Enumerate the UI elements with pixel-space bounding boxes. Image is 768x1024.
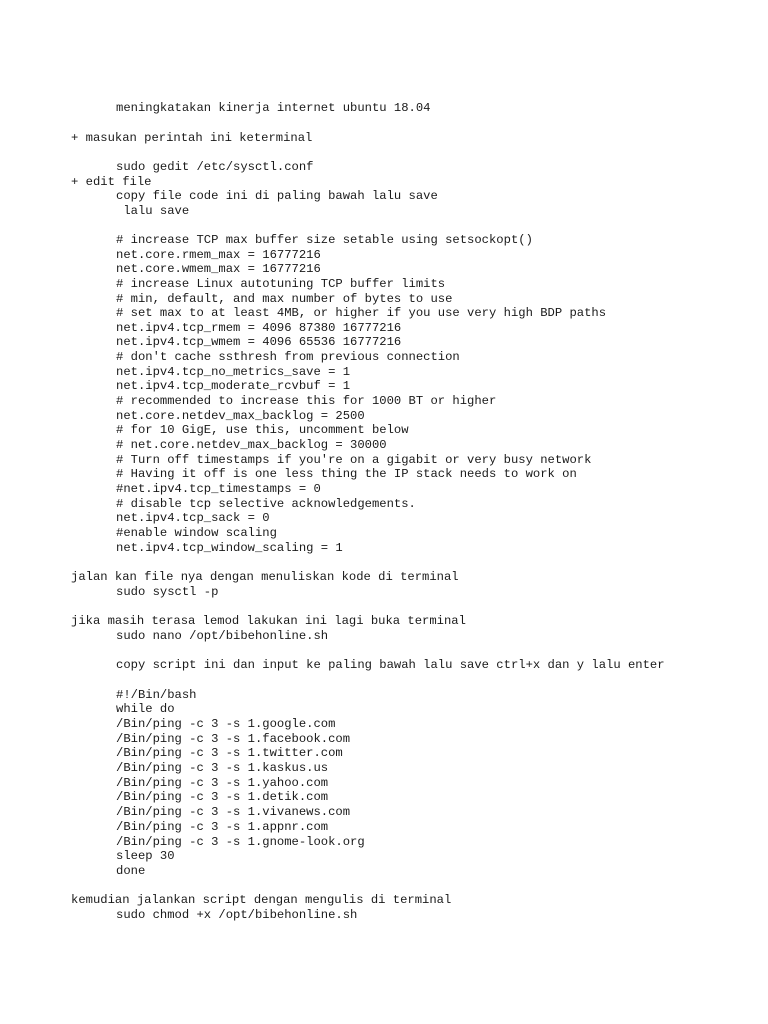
config-line: # increase Linux autotuning TCP buffer limits bbox=[116, 277, 446, 291]
config-line: # min, default, and max number of bytes to use bbox=[116, 292, 453, 306]
script-line: /Bin/ping -c 3 -s 1.vivanews.com bbox=[116, 805, 351, 819]
config-line: net.ipv4.tcp_no_metrics_save = 1 bbox=[116, 365, 351, 379]
config-line: # don't cache ssthresh from previous connection bbox=[116, 350, 460, 364]
config-line: net.core.netdev_max_backlog = 2500 bbox=[116, 409, 365, 423]
script-line: /Bin/ping -c 3 -s 1.twitter.com bbox=[116, 746, 343, 760]
config-line: # net.core.netdev_max_backlog = 30000 bbox=[116, 438, 387, 452]
config-line: # recommended to increase this for 1000 BT or higher bbox=[116, 394, 497, 408]
script-line: /Bin/ping -c 3 -s 1.detik.com bbox=[116, 790, 329, 804]
config-line: # for 10 GigE, use this, uncomment below bbox=[116, 423, 409, 437]
text-line: jika masih terasa lemod lakukan ini lagi buka terminal bbox=[71, 614, 466, 628]
text-line: copy script ini dan input ke paling bawah lalu save ctrl+x dan y lalu enter bbox=[116, 658, 665, 672]
config-line: net.ipv4.tcp_rmem = 4096 87380 16777216 bbox=[116, 321, 402, 335]
text-line: copy file code ini di paling bawah lalu save bbox=[116, 189, 438, 203]
script-line: while do bbox=[116, 702, 175, 716]
config-line: net.ipv4.tcp_sack = 0 bbox=[116, 511, 270, 525]
text-line: lalu save bbox=[116, 204, 190, 218]
config-line: # Turn off timestamps if you're on a gigabit or very busy network bbox=[116, 453, 592, 467]
config-line: net.core.wmem_max = 16777216 bbox=[116, 262, 321, 276]
script-line: /Bin/ping -c 3 -s 1.yahoo.com bbox=[116, 776, 329, 790]
config-line: #net.ipv4.tcp_timestamps = 0 bbox=[116, 482, 321, 496]
script-line: #!/Bin/bash bbox=[116, 688, 197, 702]
text-line: kemudian jalankan script dengan mengulis di terminal bbox=[71, 893, 452, 907]
text-line: jalan kan file nya dengan menuliskan kode di terminal bbox=[71, 570, 459, 584]
script-line: /Bin/ping -c 3 -s 1.facebook.com bbox=[116, 732, 351, 746]
config-line: # disable tcp selective acknowledgements. bbox=[116, 497, 416, 511]
script-line: /Bin/ping -c 3 -s 1.kaskus.us bbox=[116, 761, 329, 775]
config-line: net.core.rmem_max = 16777216 bbox=[116, 248, 321, 262]
script-line: /Bin/ping -c 3 -s 1.appnr.com bbox=[116, 820, 329, 834]
command-line: sudo chmod +x /opt/bibehonline.sh bbox=[116, 908, 358, 922]
script-line: /Bin/ping -c 3 -s 1.google.com bbox=[116, 717, 336, 731]
command-line: sudo nano /opt/bibehonline.sh bbox=[116, 629, 329, 643]
document-title: meningkatakan kinerja internet ubuntu 18.04 bbox=[116, 101, 431, 115]
config-line: net.ipv4.tcp_moderate_rcvbuf = 1 bbox=[116, 379, 351, 393]
config-line: #enable window scaling bbox=[116, 526, 277, 540]
text-line: + edit file bbox=[71, 175, 152, 189]
config-line: # Having it off is one less thing the IP stack needs to work on bbox=[116, 467, 577, 481]
script-line: sleep 30 bbox=[116, 849, 175, 863]
command-line: sudo sysctl -p bbox=[116, 585, 219, 599]
config-line: # set max to at least 4MB, or higher if you use very high BDP paths bbox=[116, 306, 607, 320]
config-line: net.ipv4.tcp_wmem = 4096 65536 16777216 bbox=[116, 335, 402, 349]
command-line: sudo gedit /etc/sysctl.conf bbox=[116, 160, 314, 174]
script-line: done bbox=[116, 864, 146, 878]
config-line: net.ipv4.tcp_window_scaling = 1 bbox=[116, 541, 343, 555]
text-line: + masukan perintah ini keterminal bbox=[71, 131, 313, 145]
script-line: /Bin/ping -c 3 -s 1.gnome-look.org bbox=[116, 835, 365, 849]
config-line: # increase TCP max buffer size setable using setsockopt() bbox=[116, 233, 533, 247]
